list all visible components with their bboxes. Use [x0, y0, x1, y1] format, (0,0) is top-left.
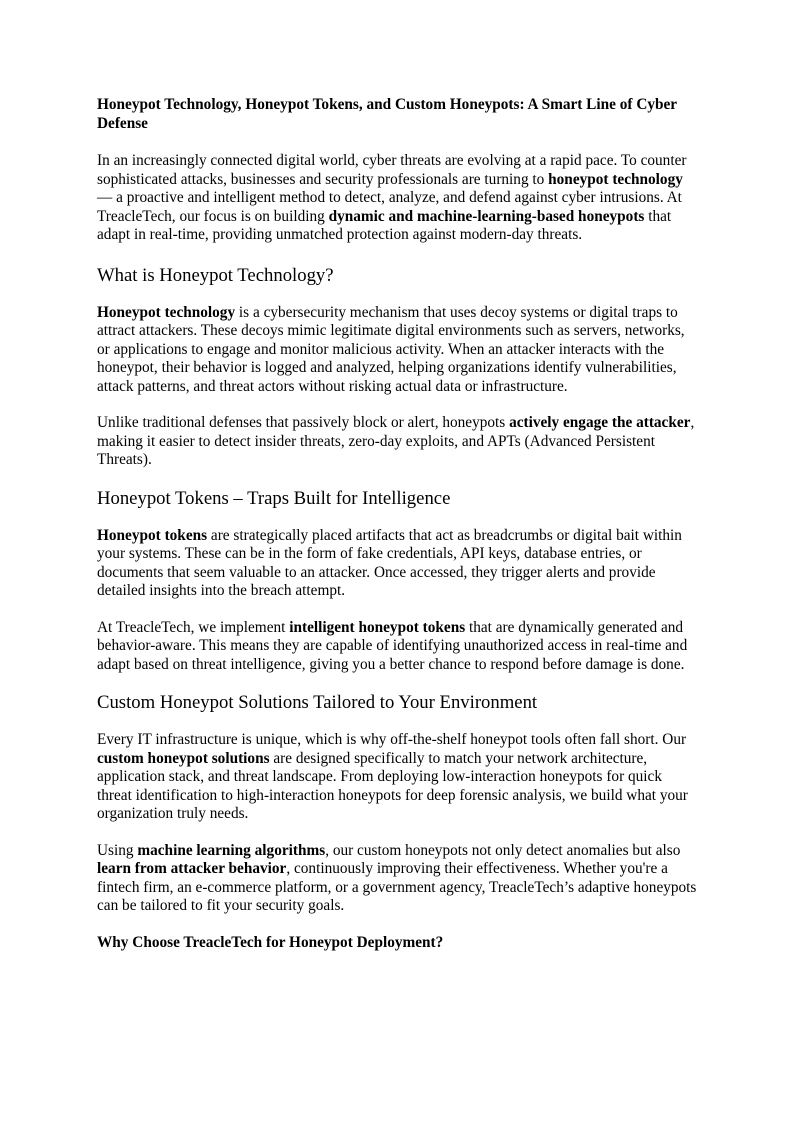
custom-text-1: Every IT infrastructure is unique, which is why off-the-shelf honeypot tools often fall short. Our — [97, 731, 687, 748]
intro-paragraph — [97, 152, 697, 245]
intro-text-3: that adapt in real-time, providing unmatched protection against modern-day threats. — [97, 207, 672, 243]
what-is-p2-bold-1: actively engage the attacker — [509, 414, 691, 431]
intro-bold-2: dynamic and machine-learning-based honeypots — [328, 207, 645, 225]
tokens-bold-1: Honeypot tokens — [97, 526, 208, 544]
custom-text-2: are designed specifically to match your network architecture, application stack, and threat landscape. From deploying low-interaction honeypots for quick threat identification to high-interaction honeypots for deep forensic analysis, we build what your organization truly needs. — [97, 749, 688, 822]
custom-p2-text-3: , continuously improving their effectiveness. Whether you're a fintech firm, an e-commerce platform, or a government agency, TreacleTech’s adaptive honeypots can be tailored to fit your security goals. — [97, 860, 697, 914]
section-heading-custom: Custom Honeypot Solutions Tailored to Your Environment — [97, 692, 538, 713]
tokens-p2-text-1: At TreacleTech, we implement — [97, 618, 290, 636]
intro-text-2: — a proactive and intelligent method to detect, analyze, and defend against cyber intrusions. At TreacleTech, our focus is on building — [97, 189, 682, 225]
intro-bold-1: honeypot technology — [548, 170, 683, 188]
section-heading-tokens: Honeypot Tokens – Traps Built for Intelligence — [97, 487, 451, 509]
custom-p2-bold-1: machine learning algorithms — [137, 841, 326, 859]
what-is-text-1: is a cybersecurity mechanism that uses decoy systems or digital traps to attract attackers. These decoys mimic legitimate digital environments such as servers, networks, or applications to engage and monitor malicious activity. When an attacker interacts with the honeypot, their behavior is logged and analyzed, helping organizations identify vulnerabilities, attack patterns, and threat actors without risking actual data or infrastructure. — [97, 303, 685, 395]
custom-paragraph-2 — [97, 842, 697, 916]
what-is-paragraph-1 — [97, 304, 697, 397]
what-is-p2-text-1: Unlike traditional defenses that passively block or alert, honeypots — [97, 414, 510, 431]
custom-paragraph-1 — [97, 731, 697, 824]
section-heading-what-is: What is Honeypot Technology? — [97, 264, 334, 286]
custom-p2-text-1: Using — [97, 841, 138, 859]
what-is-bold-1: Honeypot technology — [97, 303, 236, 321]
custom-p2-bold-2: learn from attacker behavior — [97, 860, 287, 877]
document-page — [97, 96, 697, 952]
section-subheading-why-choose: Why Choose TreacleTech for Honeypot Deployment? — [97, 933, 444, 951]
custom-p2-text-2: , our custom honeypots not only detect anomalies but also — [325, 841, 681, 859]
what-is-p2-text-2: , making it easier to detect insider threats, zero-day exploits, and APTs (Advanced Persistent Threats). — [97, 414, 695, 468]
tokens-text-1: are strategically placed artifacts that act as breadcrumbs or digital bait within your systems. These can be in the form of fake credentials, API keys, database entries, or documents that seem valuable to an attacker. Once accessed, they trigger alerts and provide detailed insights into the breach attempt. — [97, 526, 682, 599]
document-title: Honeypot Technology, Honeypot Tokens, and Custom Honeypots: A Smart Line of Cyber Defense — [97, 96, 677, 132]
tokens-paragraph-1 — [97, 527, 697, 601]
tokens-p2-text-2: that are dynamically generated and behavior-aware. This means they are capable of identifying unauthorized access in real-time and adapt based on threat intelligence, giving you a better chance to respond before damage is done. — [97, 618, 688, 673]
tokens-p2-bold-1: intelligent honeypot tokens — [289, 618, 466, 636]
intro-text-1: In an increasingly connected digital world, cyber threats are evolving at a rapid pace. To counter sophisticated attacks, businesses and security professionals are turning to — [97, 152, 687, 188]
tokens-paragraph-2 — [97, 619, 697, 675]
what-is-paragraph-2 — [97, 414, 697, 470]
custom-bold-1: custom honeypot solutions — [97, 749, 270, 767]
